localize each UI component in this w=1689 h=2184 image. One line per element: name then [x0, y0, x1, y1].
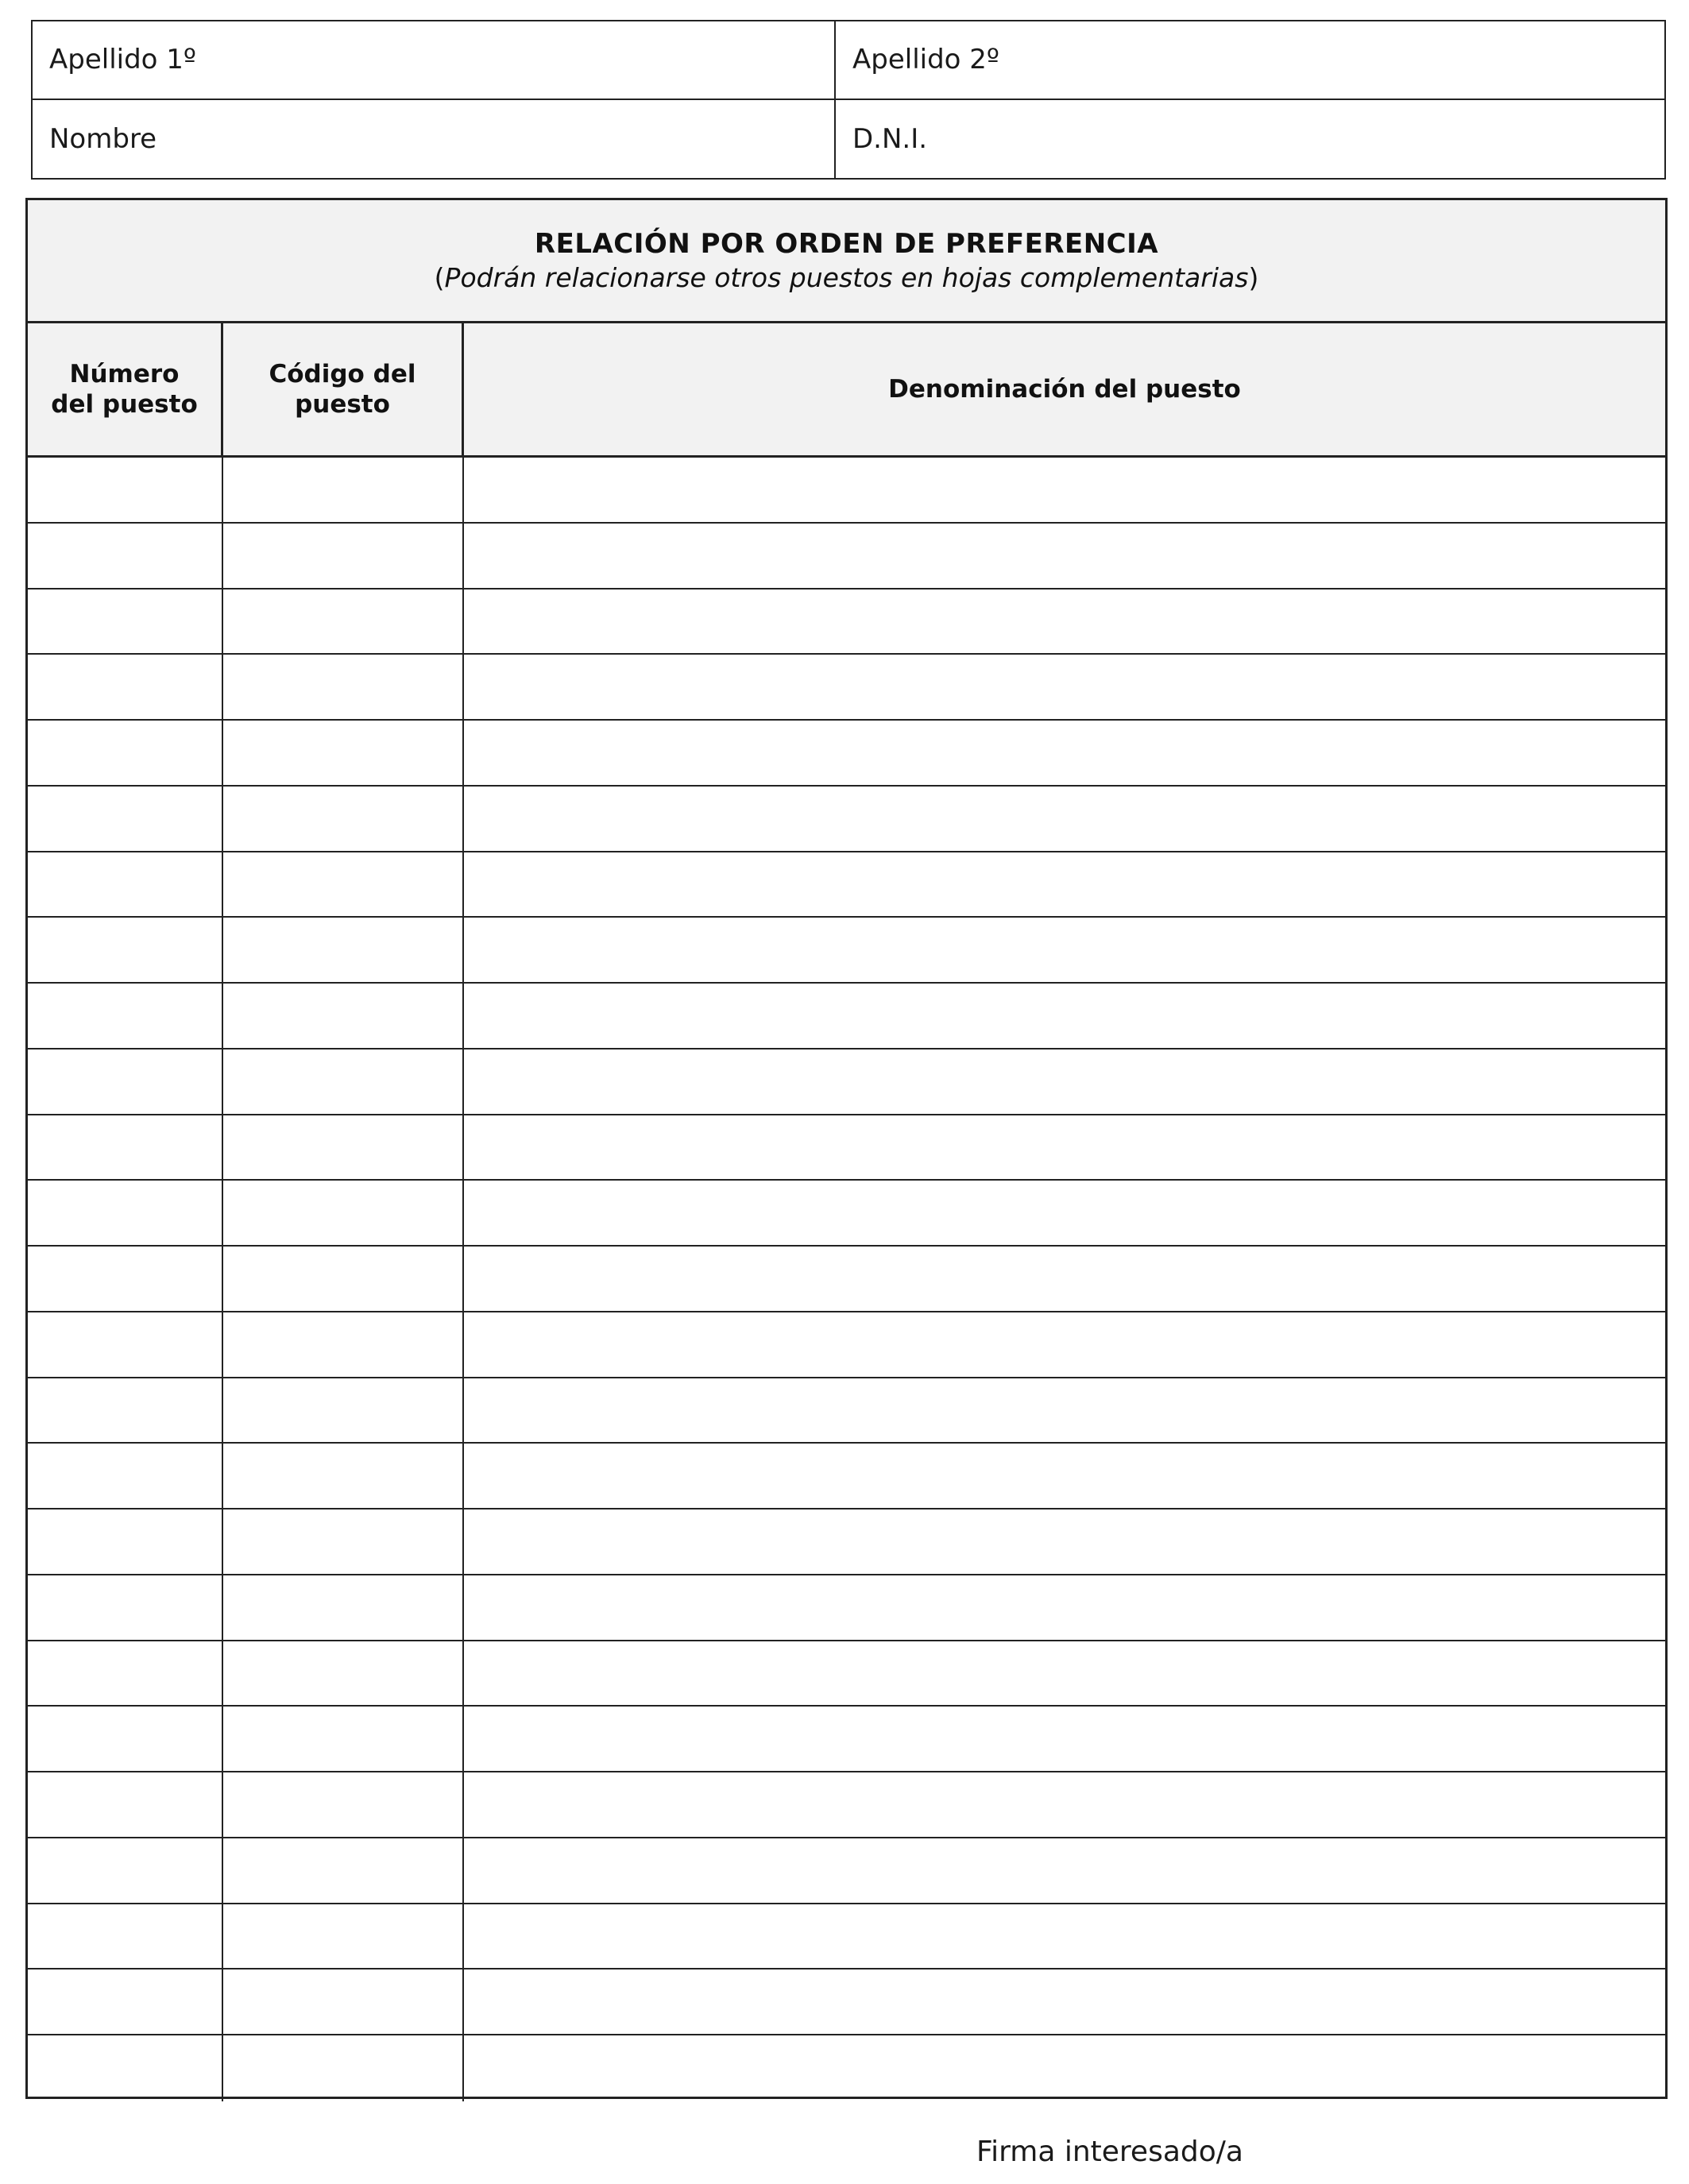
cell-denominacion[interactable]: [464, 1181, 1665, 1245]
cell-codigo[interactable]: [223, 524, 464, 588]
cell-codigo[interactable]: [223, 2035, 464, 2101]
cell-codigo[interactable]: [223, 458, 464, 522]
apellido1-field[interactable]: [33, 21, 836, 100]
cell-denominacion[interactable]: [464, 458, 1665, 522]
table-row: [28, 1247, 1665, 1312]
cell-codigo[interactable]: [223, 1247, 464, 1311]
cell-numero[interactable]: [28, 984, 223, 1048]
cell-denominacion[interactable]: [464, 1641, 1665, 1706]
cell-codigo[interactable]: [223, 721, 464, 785]
table-row: [28, 1575, 1665, 1641]
table-row: [28, 918, 1665, 984]
cell-numero[interactable]: [28, 2035, 223, 2101]
cell-numero[interactable]: [28, 1838, 223, 1903]
cell-codigo[interactable]: [223, 852, 464, 917]
cell-numero[interactable]: [28, 1247, 223, 1311]
table-row: [28, 1641, 1665, 1707]
table-row: [28, 721, 1665, 787]
cell-denominacion[interactable]: [464, 1509, 1665, 1574]
cell-numero[interactable]: [28, 1969, 223, 2034]
cell-codigo[interactable]: [223, 1181, 464, 1245]
cell-denominacion[interactable]: [464, 1838, 1665, 1903]
cell-numero[interactable]: [28, 918, 223, 982]
nombre-label: Nombre: [49, 122, 157, 155]
table-row: [28, 1049, 1665, 1115]
table-row: [28, 1707, 1665, 1772]
preference-table: [25, 198, 1668, 2099]
cell-numero[interactable]: [28, 1509, 223, 1574]
cell-numero[interactable]: [28, 1312, 223, 1377]
cell-denominacion[interactable]: [464, 589, 1665, 654]
table-row: [28, 984, 1665, 1049]
cell-denominacion[interactable]: [464, 1575, 1665, 1640]
table-row: [28, 1509, 1665, 1575]
preference-subtitle-text: Podrán relacionarse otros puestos en hojas complementarias: [444, 262, 1249, 293]
table-row: [28, 655, 1665, 721]
cell-denominacion[interactable]: [464, 1969, 1665, 2034]
preference-title-block: [28, 200, 1665, 323]
cell-numero[interactable]: [28, 655, 223, 719]
cell-denominacion[interactable]: [464, 2035, 1665, 2101]
table-row: [28, 2035, 1665, 2101]
cell-codigo[interactable]: [223, 655, 464, 719]
table-row: [28, 1969, 1665, 2035]
cell-numero[interactable]: [28, 721, 223, 785]
cell-numero[interactable]: [28, 1707, 223, 1771]
table-body: [28, 458, 1665, 2101]
cell-codigo[interactable]: [223, 1509, 464, 1574]
cell-numero[interactable]: [28, 1641, 223, 1706]
cell-numero[interactable]: [28, 589, 223, 654]
apellido2-label: Apellido 2º: [852, 44, 999, 76]
cell-denominacion[interactable]: [464, 1707, 1665, 1771]
cell-numero[interactable]: [28, 852, 223, 917]
table-row: [28, 1772, 1665, 1838]
cell-numero[interactable]: [28, 458, 223, 522]
cell-denominacion[interactable]: [464, 524, 1665, 588]
cell-numero[interactable]: [28, 524, 223, 588]
cell-codigo[interactable]: [223, 984, 464, 1048]
cell-codigo[interactable]: [223, 1969, 464, 2034]
column-header-denominacion: Denominación del puesto: [888, 375, 1241, 404]
table-row: [28, 1312, 1665, 1378]
cell-denominacion[interactable]: [464, 655, 1665, 719]
cell-codigo[interactable]: [223, 1641, 464, 1706]
cell-numero[interactable]: [28, 1115, 223, 1180]
cell-codigo[interactable]: [223, 1772, 464, 1837]
preference-subtitle: (Podrán relacionarse otros puestos en hojas complementarias): [434, 262, 1259, 293]
cell-codigo[interactable]: [223, 1049, 464, 1114]
cell-denominacion[interactable]: [464, 984, 1665, 1048]
cell-codigo[interactable]: [223, 1707, 464, 1771]
cell-codigo[interactable]: [223, 589, 464, 654]
cell-denominacion[interactable]: [464, 1904, 1665, 1969]
cell-numero[interactable]: [28, 1772, 223, 1837]
cell-numero[interactable]: [28, 1049, 223, 1114]
table-row: [28, 524, 1665, 589]
cell-numero[interactable]: [28, 1181, 223, 1245]
cell-codigo[interactable]: [223, 1115, 464, 1180]
table-row: [28, 1904, 1665, 1970]
cell-denominacion[interactable]: [464, 1049, 1665, 1114]
cell-numero[interactable]: [28, 1904, 223, 1969]
cell-codigo[interactable]: [223, 1838, 464, 1903]
nombre-field[interactable]: [33, 100, 836, 179]
table-header-row: [28, 323, 1665, 458]
cell-denominacion[interactable]: [464, 1115, 1665, 1180]
apellido2-field[interactable]: [836, 21, 1664, 100]
cell-denominacion[interactable]: [464, 852, 1665, 917]
table-row: [28, 787, 1665, 852]
table-row: [28, 458, 1665, 524]
column-header-numero: Número del puesto: [28, 323, 223, 455]
cell-denominacion[interactable]: [464, 721, 1665, 785]
table-row: [28, 1378, 1665, 1444]
cell-denominacion[interactable]: [464, 1312, 1665, 1377]
table-row: [28, 852, 1665, 918]
cell-codigo[interactable]: [223, 1312, 464, 1377]
cell-denominacion[interactable]: [464, 1247, 1665, 1311]
cell-codigo[interactable]: [223, 1444, 464, 1508]
cell-numero[interactable]: [28, 1575, 223, 1640]
table-row: [28, 589, 1665, 655]
cell-denominacion[interactable]: [464, 918, 1665, 982]
cell-codigo[interactable]: [223, 1904, 464, 1969]
cell-denominacion[interactable]: [464, 1444, 1665, 1508]
personal-data-box: [31, 20, 1666, 180]
preference-title: RELACIÓN POR ORDEN DE PREFERENCIA: [534, 228, 1159, 260]
table-row: [28, 1115, 1665, 1181]
cell-denominacion[interactable]: [464, 787, 1665, 851]
table-row: [28, 1838, 1665, 1904]
cell-codigo[interactable]: [223, 787, 464, 851]
column-header-codigo: Código del puesto: [223, 323, 464, 455]
cell-numero[interactable]: [28, 1378, 223, 1443]
cell-codigo[interactable]: [223, 918, 464, 982]
apellido1-label: Apellido 1º: [49, 44, 196, 76]
cell-codigo[interactable]: [223, 1378, 464, 1443]
cell-codigo[interactable]: [223, 1575, 464, 1640]
cell-numero[interactable]: [28, 787, 223, 851]
dni-label: D.N.I.: [852, 122, 928, 155]
cell-denominacion[interactable]: [464, 1378, 1665, 1443]
cell-numero[interactable]: [28, 1444, 223, 1508]
table-row: [28, 1181, 1665, 1247]
table-row: [28, 1444, 1665, 1509]
cell-denominacion[interactable]: [464, 1772, 1665, 1837]
signature-label: Firma interesado/a: [976, 2136, 1243, 2168]
dni-field[interactable]: [836, 100, 1664, 179]
